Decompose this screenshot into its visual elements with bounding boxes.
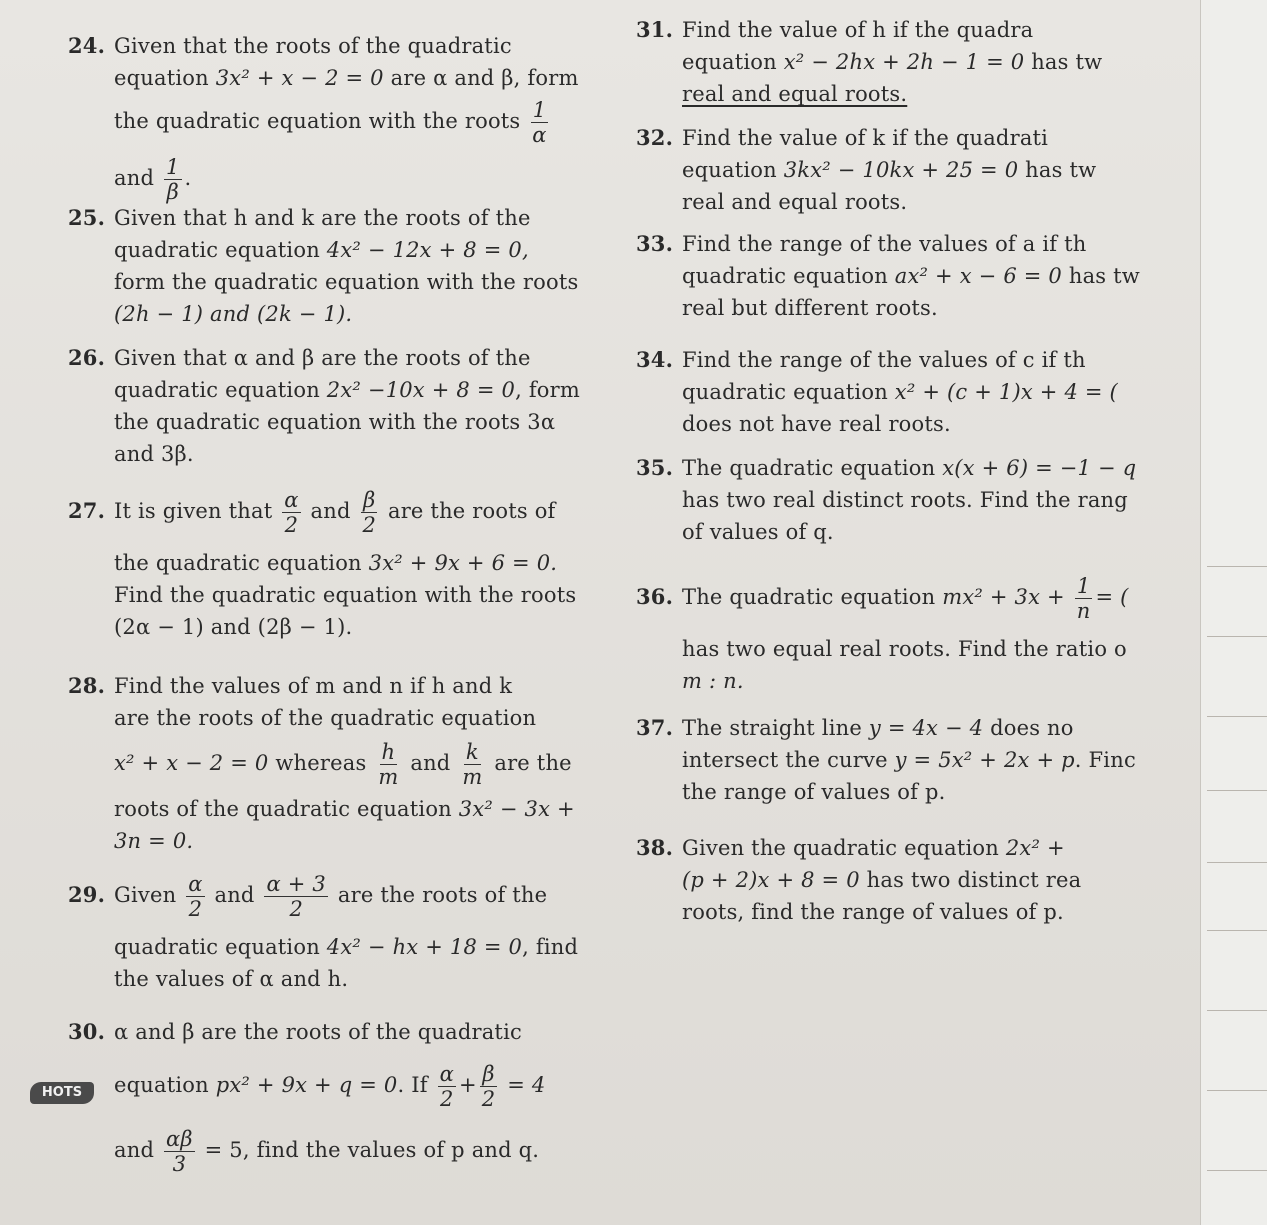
question-38 xyxy=(636,832,1081,928)
question-text: , form xyxy=(515,378,580,402)
question-text: and xyxy=(410,751,451,775)
question-text: Find the value of h if the quadra xyxy=(682,18,1034,42)
question-text: and xyxy=(214,883,255,907)
question-number: 25. xyxy=(68,205,106,230)
question-text: equation xyxy=(114,1073,216,1097)
question-text: has tw xyxy=(1061,264,1140,288)
question-34 xyxy=(636,344,1118,440)
equation: mx² + 3x + xyxy=(942,585,1065,609)
equation: px² + 9x + q = 0 xyxy=(215,1073,398,1097)
question-text: and 3β. xyxy=(114,442,194,466)
question-text: and xyxy=(114,1138,155,1162)
question-text: Find the value of k if the quadrati xyxy=(682,126,1049,150)
question-24: 24. Given that the roots of the quadratic equation 3x² + x − 2 = 0 are α and β, form the quadratic equation with the roots $\frac{1}{\alpha}$ and $\frac{1}{\beta}$ . xyxy=(68,30,579,204)
question-text: , find xyxy=(522,935,579,959)
question-number: 29. xyxy=(68,882,106,907)
question-number: 33. xyxy=(636,231,674,256)
question-text: the values of α and h. xyxy=(114,967,349,991)
question-number: 26. xyxy=(68,345,106,370)
fraction: $\frac{\beta}{2}$ xyxy=(481,1062,496,1111)
equation: x² − 2hx + 2h − 1 = 0 xyxy=(783,50,1025,74)
question-text: are the xyxy=(494,751,572,775)
question-31 xyxy=(636,14,1102,110)
question-text: Find the range of the values of a if th xyxy=(682,232,1087,256)
equation: 2x² + xyxy=(1005,836,1065,860)
question-text: real and equal roots. xyxy=(682,82,908,106)
equation: 3kx² − 10kx + 25 = 0 xyxy=(783,158,1019,182)
question-text: equation xyxy=(114,66,216,90)
question-text: the quadratic equation with the roots xyxy=(114,109,521,133)
question-text: quadratic equation xyxy=(114,238,327,262)
question-text: form the quadratic equation with the roots xyxy=(114,270,579,294)
question-text: (2α − 1) and (2β − 1). xyxy=(114,615,353,639)
question-text: α and β are the roots of the quadratic xyxy=(114,1020,522,1044)
question-text: intersect the curve xyxy=(682,748,895,772)
question-35 xyxy=(636,452,1136,548)
question-text: has two equal real roots. Find the ratio o xyxy=(682,637,1127,661)
fraction: $\frac{1}{\beta}$ xyxy=(165,155,180,204)
question-text: are α and β, form xyxy=(383,66,579,90)
equation: 4x² − 12x + 8 = 0, xyxy=(326,238,529,262)
question-text: of values of q. xyxy=(682,520,834,544)
question-text: equation xyxy=(682,158,784,182)
question-text: Given that α and β are the roots of the xyxy=(114,346,531,370)
fraction: $\frac{k}{m}$ xyxy=(462,740,483,789)
question-text: Find the range of the values of c if th xyxy=(682,348,1086,372)
question-number: 24. xyxy=(68,33,106,58)
fraction: $\frac{\alpha\beta}{3}$ xyxy=(165,1127,193,1176)
fraction: $\frac{1}{\alpha}$ xyxy=(532,98,547,147)
fraction: $\frac{\alpha + 3}{2}$ xyxy=(266,872,326,921)
fraction: $\frac{\alpha}{2}$ xyxy=(188,872,203,921)
question-32 xyxy=(636,122,1096,218)
question-text: . If xyxy=(397,1073,428,1097)
equation: 3n = 0. xyxy=(114,829,194,853)
question-text: has tw xyxy=(1018,158,1097,182)
equation: x² + (c + 1)x + 4 = ( xyxy=(894,380,1118,404)
equation: 2x² −10x + 8 = 0 xyxy=(326,378,516,402)
equation: y = 5x² + 2x + p xyxy=(894,748,1075,772)
question-text: has two distinct rea xyxy=(859,868,1082,892)
question-text: Given the quadratic equation xyxy=(682,836,1006,860)
question-text: quadratic equation xyxy=(682,380,895,404)
question-37 xyxy=(636,712,1136,808)
equation: 3x² − 3x + xyxy=(458,797,575,821)
question-text: has two real distinct roots. Find the rang xyxy=(682,488,1128,512)
adjacent-notebook-sheet xyxy=(1200,0,1267,1225)
question-29 xyxy=(68,872,578,995)
question-30: 30. α and β are the roots of the quadratic equation px² + 9x + q = 0. If $\frac{\alpha}{2}$ + $\frac{\beta}{2}$ = 4 and $\frac{\alpha\beta}{3}$ = 5, find the values of p and q. xyxy=(68,1016,545,1176)
question-text: the quadratic equation xyxy=(114,551,369,575)
equation: 3x² + 9x + 6 = 0. xyxy=(368,551,558,575)
question-25 xyxy=(68,202,578,330)
equation: x² + x − 2 = 0 xyxy=(114,751,269,775)
question-text: whereas xyxy=(268,751,367,775)
equation: 3x² + x − 2 = 0 xyxy=(215,66,384,90)
question-number: 38. xyxy=(636,835,674,860)
question-36: 36. The quadratic equation mx² + 3x + $\frac{1}{n}$ = ( has two equal real roots. Find the ratio o m : n. xyxy=(636,574,1129,693)
question-text: Given that the roots of the quadratic xyxy=(114,34,512,58)
question-number: 35. xyxy=(636,455,674,480)
question-text: are the roots of the quadratic equation xyxy=(114,706,537,730)
question-text: . Finc xyxy=(1074,748,1136,772)
question-text: roots of the quadratic equation xyxy=(114,797,459,821)
equation: x(x + 6) = −1 − q xyxy=(942,456,1137,480)
question-text: quadratic equation xyxy=(114,935,327,959)
question-text: Given xyxy=(114,883,177,907)
question-text: real but different roots. xyxy=(682,296,938,320)
question-text: Given that h and k are the roots of the xyxy=(114,206,531,230)
question-text: Find the quadratic equation with the roots xyxy=(114,583,577,607)
question-number: 30. xyxy=(68,1019,106,1044)
question-text: the range of values of p. xyxy=(682,780,946,804)
question-text: quadratic equation xyxy=(682,264,895,288)
question-number: 28. xyxy=(68,673,106,698)
question-text: The quadratic equation xyxy=(682,456,943,480)
question-number: 32. xyxy=(636,125,674,150)
fraction: $\frac{1}{n}$ xyxy=(1076,574,1091,623)
question-text: are the roots of the xyxy=(337,883,548,907)
question-text: are the roots of xyxy=(387,499,556,523)
fraction: $\frac{h}{m}$ xyxy=(378,740,399,789)
question-26 xyxy=(68,342,580,470)
question-text: and xyxy=(310,499,351,523)
question-text: It is given that xyxy=(114,499,273,523)
question-text: equation xyxy=(682,50,784,74)
hots-badge: HOTS xyxy=(30,1082,94,1104)
question-number: 36. xyxy=(636,584,674,609)
question-text: quadratic equation xyxy=(114,378,327,402)
question-text: has tw xyxy=(1024,50,1103,74)
question-text: Find the values of m and n if h and k xyxy=(114,674,513,698)
question-text: the quadratic equation with the roots 3α xyxy=(114,410,556,434)
question-27 xyxy=(68,488,576,643)
question-33 xyxy=(636,228,1140,324)
equation: ax² + x − 6 = 0 xyxy=(894,264,1062,288)
equation: 4x² − hx + 18 = 0 xyxy=(326,935,523,959)
equation: y = 4x − 4 xyxy=(868,716,984,740)
equation: (p + 2)x + 8 = 0 xyxy=(682,868,860,892)
question-text: (2h − 1) and (2k − 1). xyxy=(114,302,353,326)
question-28 xyxy=(68,670,575,857)
question-text: and xyxy=(114,166,155,190)
question-number: 27. xyxy=(68,498,106,523)
question-text: m : n. xyxy=(682,669,744,693)
fraction: $\frac{\alpha}{2}$ xyxy=(439,1062,454,1111)
question-text: does not have real roots. xyxy=(682,412,951,436)
fraction: $\frac{\beta}{2}$ xyxy=(362,488,377,537)
question-number: 31. xyxy=(636,17,674,42)
question-number: 34. xyxy=(636,347,674,372)
question-text: does no xyxy=(983,716,1074,740)
fraction: $\frac{\alpha}{2}$ xyxy=(284,488,299,537)
question-text: real and equal roots. xyxy=(682,190,908,214)
question-number: 37. xyxy=(636,715,674,740)
question-text: The quadratic equation xyxy=(682,585,943,609)
question-text: roots, find the range of values of p. xyxy=(682,900,1064,924)
question-text: The straight line xyxy=(682,716,869,740)
question-text: = 5, find the values of p and q. xyxy=(204,1138,540,1162)
